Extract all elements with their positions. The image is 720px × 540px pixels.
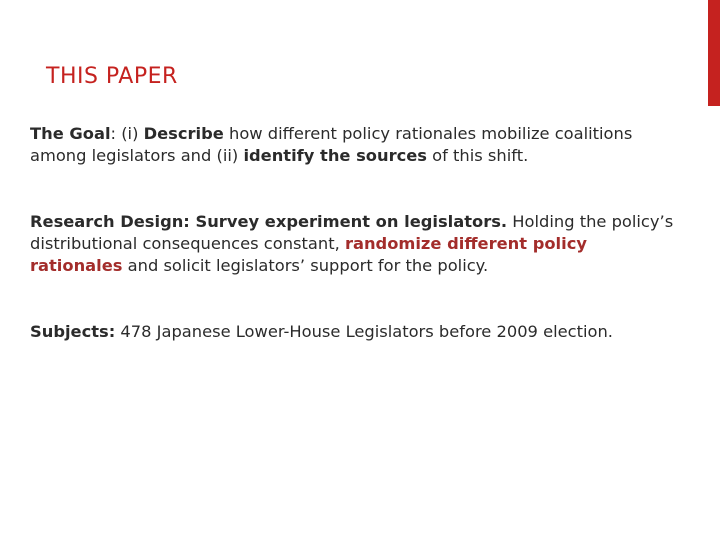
design-paragraph (30, 211, 685, 277)
subjects-label: Subjects: (30, 322, 116, 341)
design-label: Research Design: Survey experiment on legislators. (30, 212, 508, 231)
subjects-paragraph (30, 321, 685, 343)
design-text-1: Holding the policy’s distributional consequences constant, (30, 212, 674, 253)
subjects-text: 478 Japanese Lower-House Legislators before 2009 election. (115, 322, 613, 341)
goal-colon: : (110, 124, 122, 143)
goal-paragraph (30, 123, 685, 167)
goal-label: The Goal (30, 124, 111, 143)
design-text-2: and solicit legislators’ support for the policy. (122, 256, 489, 275)
slide-body (30, 123, 685, 343)
goal-text-1: (i) (121, 124, 144, 143)
accent-bar (708, 0, 720, 106)
goal-text-3: of this shift. (427, 146, 529, 165)
design-highlight: randomize different policy rationales (30, 234, 587, 275)
goal-describe: Describe (143, 124, 224, 143)
goal-identify-sources: identify the sources (243, 146, 427, 165)
slide-title: THIS PAPER (46, 64, 178, 89)
goal-text-2: how different policy rationales mobilize coalitions among legislators and (ii) (30, 124, 633, 165)
